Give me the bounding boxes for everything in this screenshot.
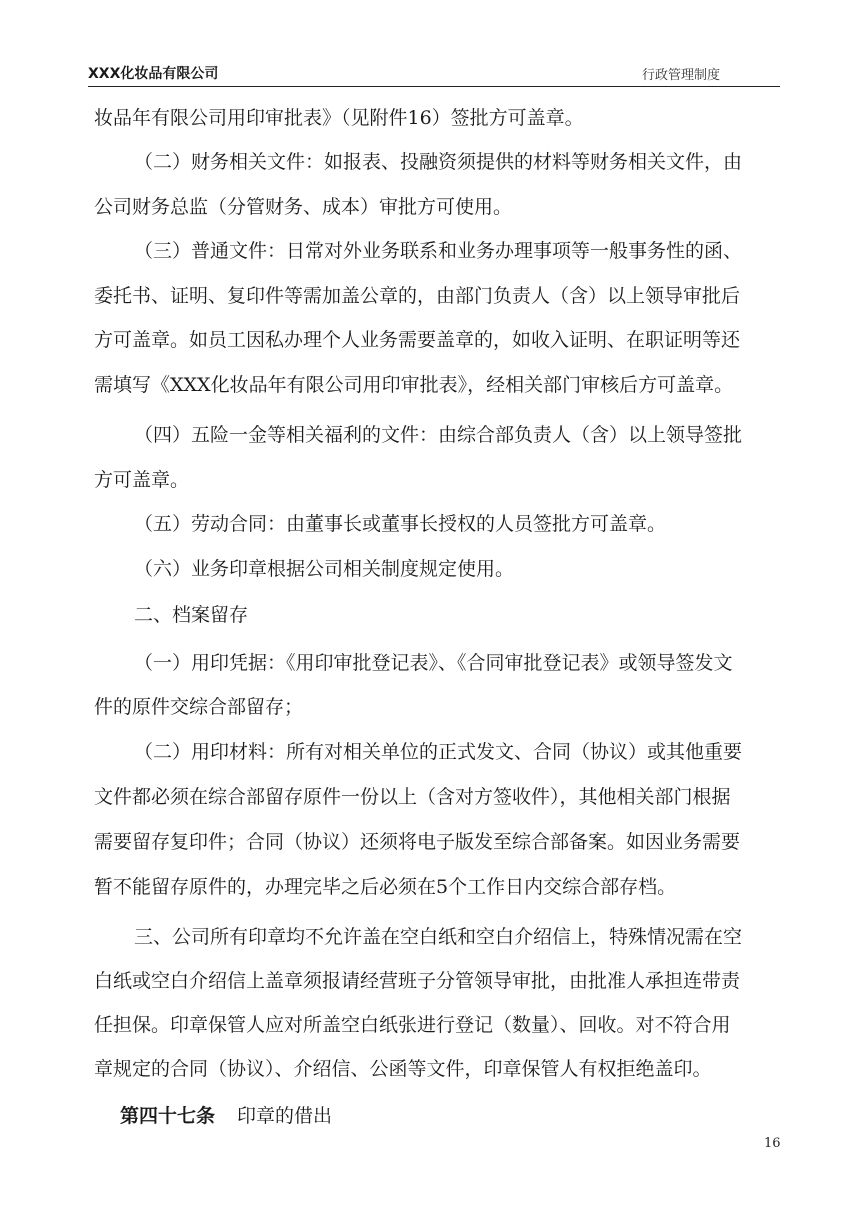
paragraph-line: 公司财务总监（分管财务、成本）审批方可使用。: [94, 196, 513, 218]
paragraph-line: 件的原件交综合部留存；: [94, 696, 304, 718]
paragraph-line: 文件都必须在综合部留存原件一份以上（含对方签收件），其他相关部门根据: [94, 786, 731, 808]
paragraph-line: 委托书、证明、复印件等需加盖公章的，由部门负责人（含）以上领导审批后: [94, 285, 741, 307]
paragraph-line: 方可盖章。: [94, 469, 190, 491]
paragraph-line: 章规定的合同（协议）、介绍信、公函等文件，印章保管人有权拒绝盖印。: [94, 1058, 712, 1080]
paragraph-line: （一）用印凭据：《用印审批登记表》、《合同审批登记表》或领导签发文: [134, 652, 733, 674]
page-number: 16: [764, 1136, 781, 1151]
paragraph-line: 方可盖章。如员工因私办理个人业务需要盖章的，如收入证明、在职证明等还: [94, 329, 741, 351]
paragraph-line: （二）用印材料：所有对相关单位的正式发文、合同（协议）或其他重要: [134, 741, 743, 763]
paragraph-line: （六）业务印章根据公司相关制度规定使用。: [134, 558, 515, 580]
paragraph-line: 妆品年有限公司用印审批表》（见附件16）签批方可盖章。: [94, 107, 584, 129]
paragraph-line: 需要留存复印件；合同（协议）还须将电子版发至综合部备案。如因业务需要: [94, 831, 741, 853]
article-heading: [120, 1104, 332, 1128]
section-heading: 二、档案留存: [134, 604, 249, 626]
page-header: [88, 60, 780, 87]
paragraph-line: （五）劳动合同：由董事长或董事长授权的人员签批方可盖章。: [134, 513, 667, 535]
paragraph-line: 暂不能留存原件的，办理完毕之后必须在5个工作日内交综合部存档。: [94, 876, 677, 898]
paragraph-line: 三、公司所有印章均不允许盖在空白纸和空白介绍信上，特殊情况需在空: [134, 926, 743, 948]
paragraph-line: 白纸或空白介绍信上盖章须报请经营班子分管领导审批，由批准人承担连带责: [94, 970, 741, 992]
article-number: 第四十七条: [120, 1105, 216, 1127]
section-name: 行政管理制度: [641, 68, 720, 83]
company-name: XXX化妆品有限公司: [88, 66, 219, 82]
paragraph-line: 需填写《XXX化妆品年有限公司用印审批表》，经相关部门审核后方可盖章。: [94, 374, 734, 396]
article-title: 印章的借出: [237, 1105, 333, 1127]
paragraph-line: （四）五险一金等相关福利的文件：由综合部负责人（含）以上领导签批: [134, 424, 743, 446]
paragraph-line: 任担保。印章保管人应对所盖空白纸张进行登记（数量）、回收。对不符合用: [94, 1014, 731, 1036]
paragraph-line: （二）财务相关文件：如报表、投融资须提供的材料等财务相关文件，由: [134, 151, 743, 173]
paragraph-line: （三）普通文件：日常对外业务联系和业务办理事项等一般事务性的函、: [134, 240, 743, 262]
